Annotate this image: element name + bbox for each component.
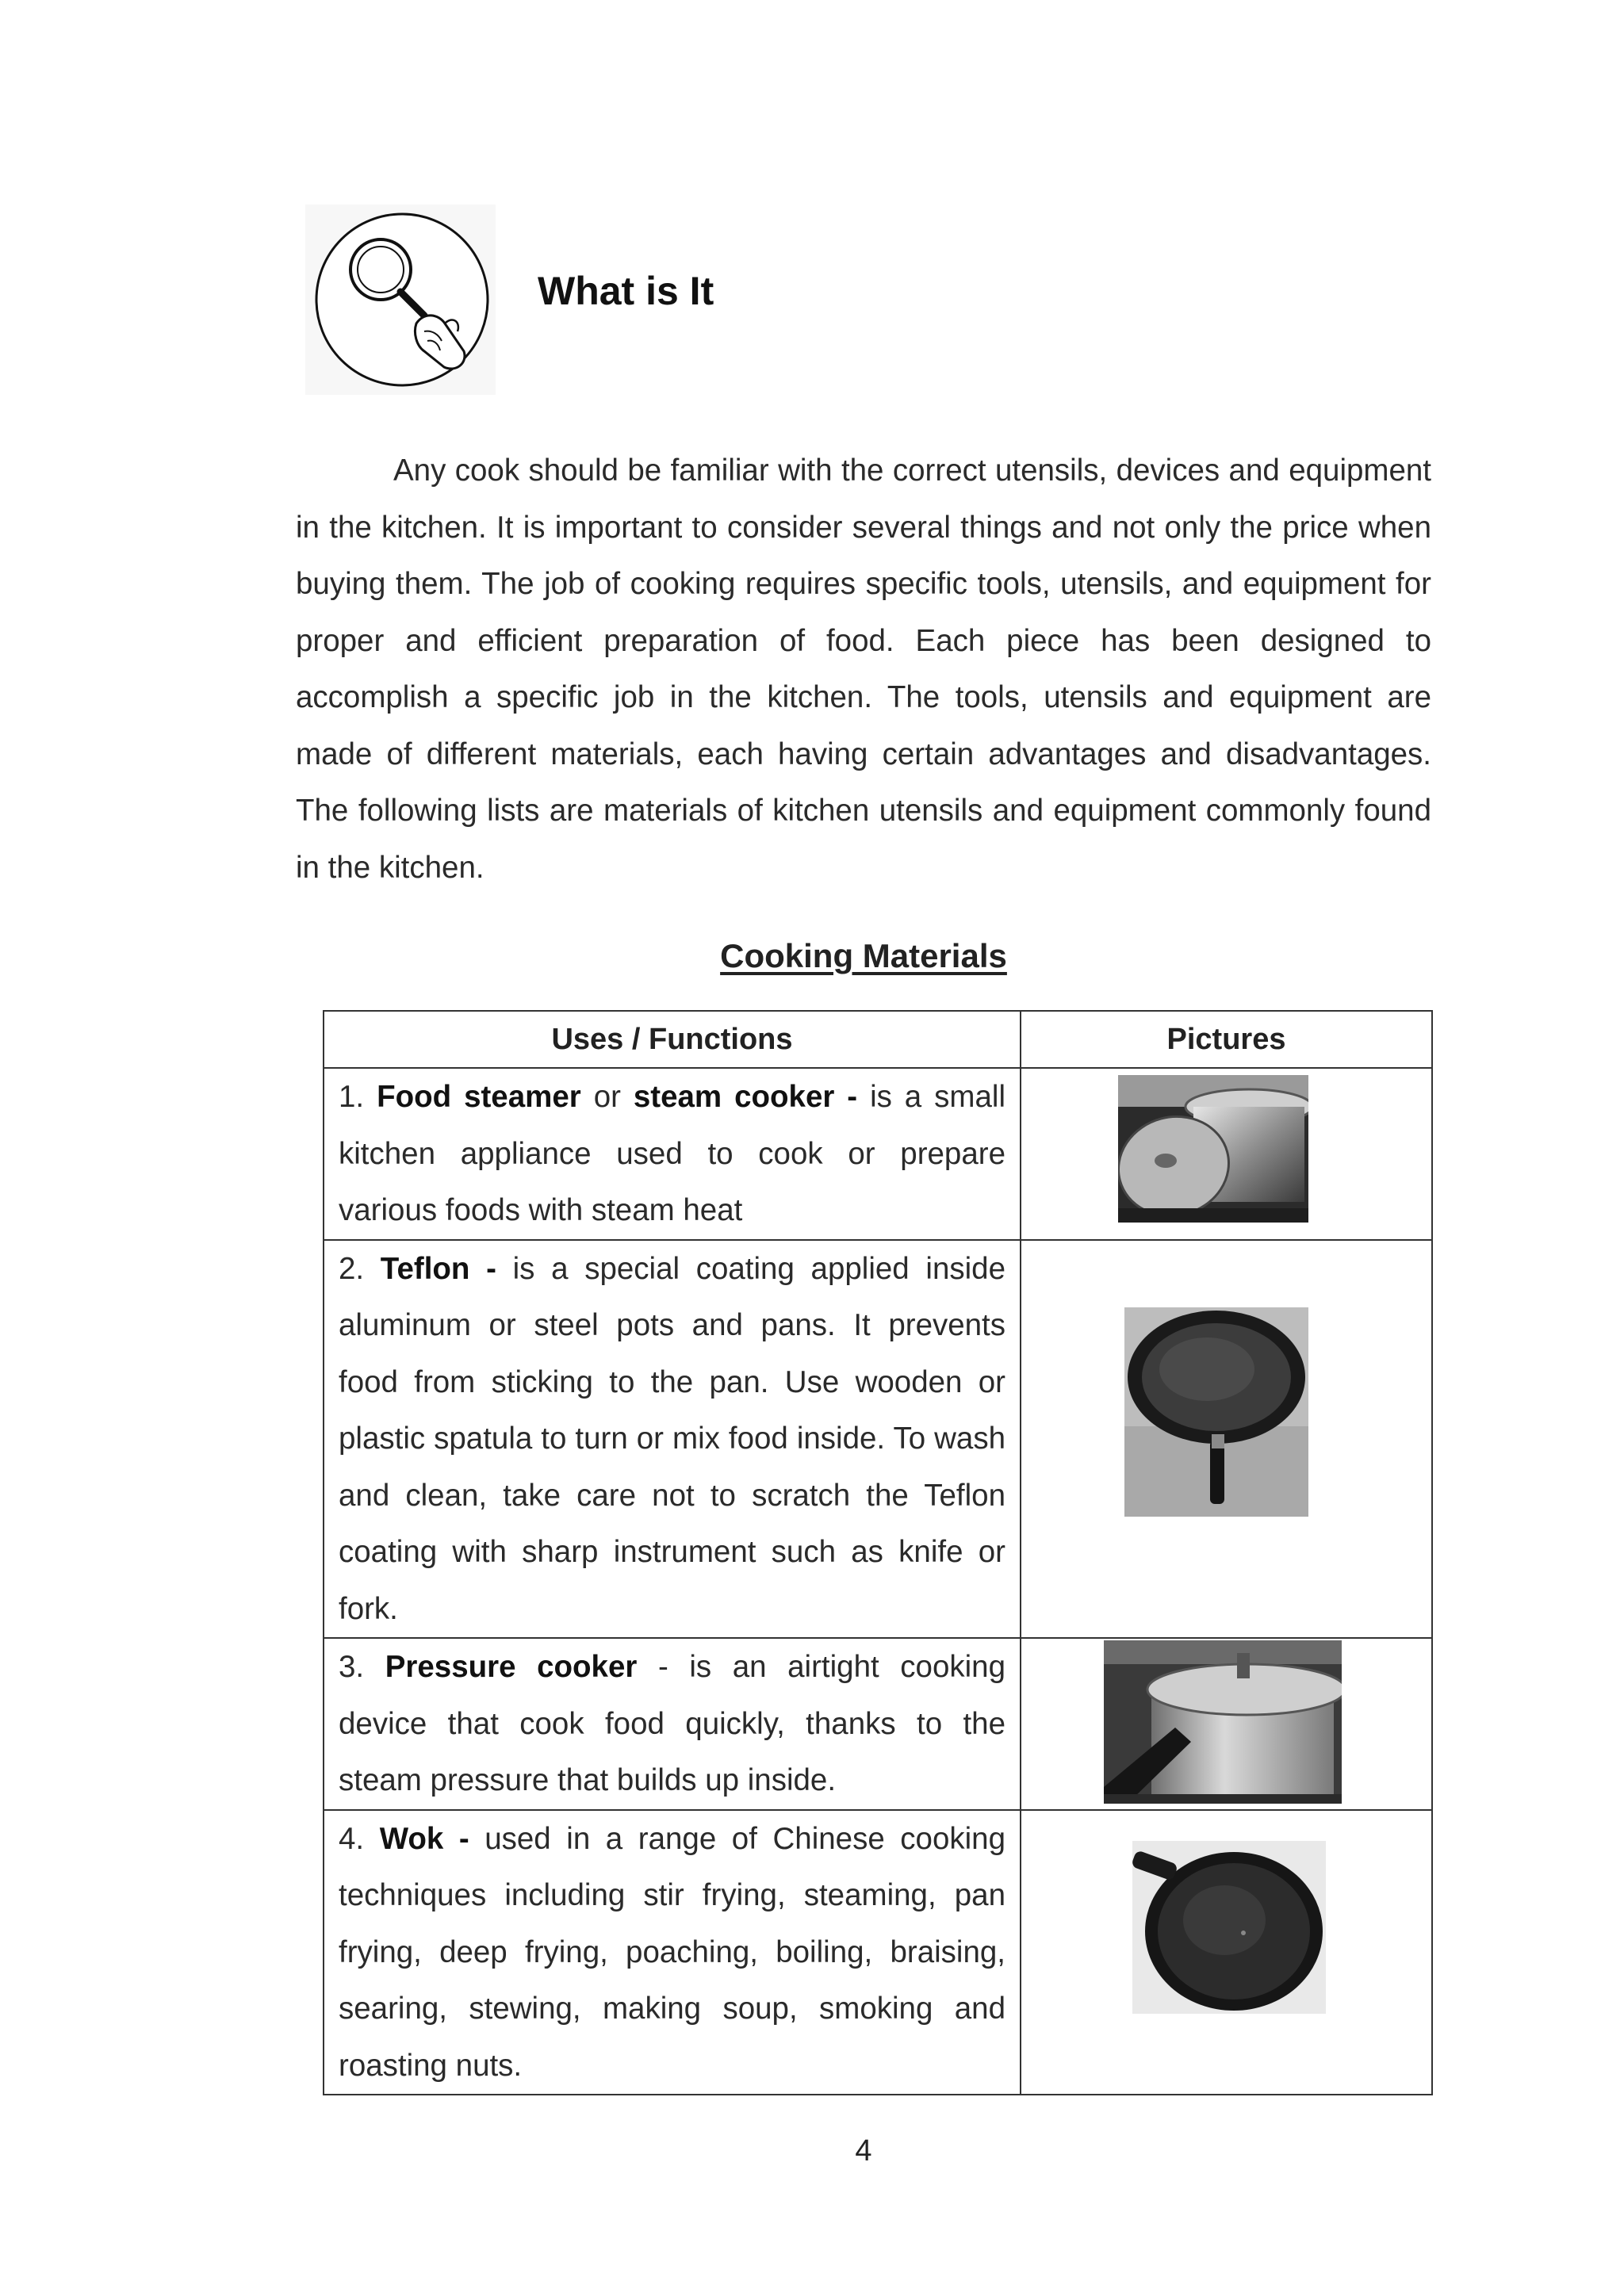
table-row xyxy=(324,1068,1432,1240)
column-header-uses: Uses / Functions xyxy=(324,1011,1021,1068)
table-header-row xyxy=(324,1011,1432,1068)
magnifying-glass-icon xyxy=(305,205,496,395)
cooking-materials-table xyxy=(323,1010,1433,2095)
page-title: What is It xyxy=(538,269,714,313)
uses-cell xyxy=(324,1068,1021,1240)
row-number: 3. xyxy=(339,1650,365,1684)
row-term: Wok - xyxy=(379,1821,469,1856)
table-row xyxy=(324,1810,1432,2095)
picture-cell xyxy=(1021,1240,1432,1639)
pressure-cooker-photo xyxy=(1104,1640,1342,1804)
uses-cell xyxy=(324,1240,1021,1639)
section-title xyxy=(0,937,1624,975)
row-term: Food steamer xyxy=(377,1080,581,1114)
intro-paragraph: Any cook should be familiar with the correct utensils, devices and equipment in the kitchen. It is important to consider several things and not only the price when buying them. The job of cooking requires specific tools, utensils, and equipment for proper and efficient preparation of food. Each piece has been designed to accomplish a specific job in the kitchen. The tools, utensils and equipment are made of different materials, each having certain advantages and disadvantages. The following lists are materials of kitchen utensils and equipment commonly found in the kitchen. xyxy=(296,453,1431,885)
row-description xyxy=(324,1069,1020,1239)
section-header xyxy=(305,205,1415,395)
row-number: 4. xyxy=(339,1821,365,1856)
row-joiner: or xyxy=(580,1080,634,1114)
food-steamer-photo xyxy=(1118,1075,1308,1223)
row-text: - is an airtight cooking device that cook food quickly, thanks to the steam pressure that builds up inside. xyxy=(339,1650,1005,1797)
row-text: is a special coating applied inside aluminum or steel pots and pans. It prevents food from sticking to the pan. Use wooden or plastic spatula to turn or mix food inside. To wash and clean, take care not to scratch the Teflon coating with sharp instrument such as knife or fork. xyxy=(339,1251,1005,1626)
picture-cell xyxy=(1021,1810,1432,2095)
row-term: Pressure cooker xyxy=(385,1650,638,1684)
row-term: Teflon - xyxy=(380,1251,496,1286)
row-description xyxy=(324,1639,1020,1809)
wok-photo xyxy=(1132,1841,1326,2014)
section-title-text: Cooking Materials xyxy=(720,937,1007,974)
uses-cell xyxy=(324,1810,1021,2095)
column-header-pictures: Pictures xyxy=(1021,1011,1432,1068)
row-number: 2. xyxy=(339,1251,365,1286)
picture-cell xyxy=(1021,1638,1432,1810)
uses-cell xyxy=(324,1638,1021,1810)
row-text: used in a range of Chinese cooking techniques including stir frying, steaming, pan frying, deep frying, poaching, boiling, braising, searing, stewing, making soup, smoking and roasting nuts. xyxy=(339,1821,1006,2083)
table-row xyxy=(324,1638,1432,1810)
row-term-2: steam cooker - xyxy=(633,1080,858,1114)
row-number: 1. xyxy=(339,1080,365,1114)
row-description xyxy=(324,1241,1020,1638)
teflon-pan-photo xyxy=(1124,1307,1308,1517)
table-row xyxy=(324,1240,1432,1639)
page-number xyxy=(0,2134,1624,2168)
row-description xyxy=(324,1811,1020,2095)
row-text: is a small kitchen appliance used to cook or prepare various foods with steam heat xyxy=(339,1080,1005,1227)
picture-cell xyxy=(1021,1068,1432,1240)
page-number-text: 4 xyxy=(855,2134,872,2168)
